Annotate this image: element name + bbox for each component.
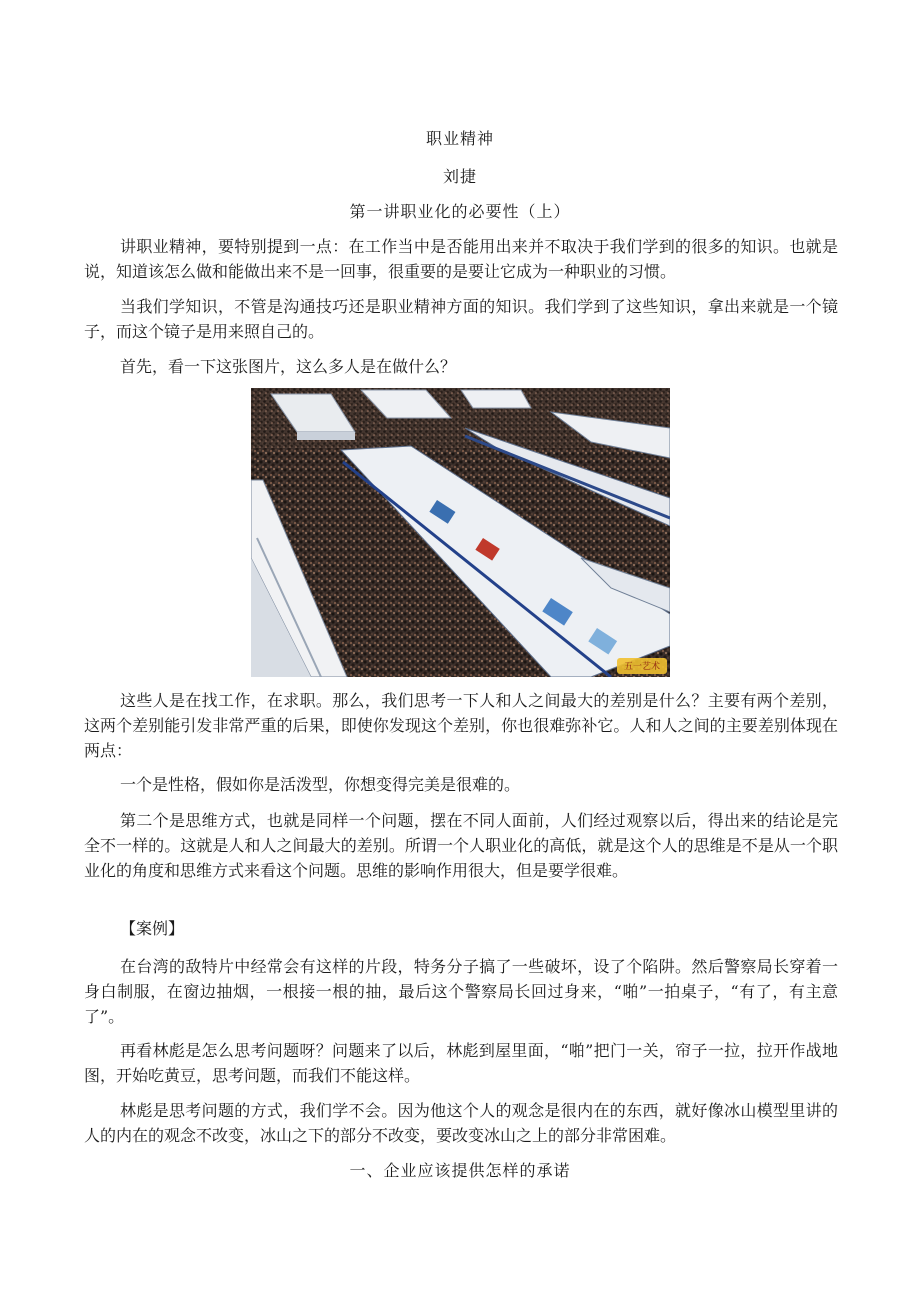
paragraph: 这些人是在找工作，在求职。那么，我们思考一下人和人之间最大的差别是什么？主要有两个差别，这两个差别能引发非常严重的后果，即使你发现这个差别，你也很难弥补它。人和人之间的主要差别体现在两点：: [84, 691, 838, 760]
paragraph: 首先，看一下这张图片，这么多人是在做什么？: [120, 357, 457, 376]
paragraph: 一个是性格，假如你是活泼型，你想变得完美是很难的。: [120, 775, 521, 794]
paragraph: 林彪是思考问题的方式，我们学不会。因为他这个人的观念是很内在的东西，就好像冰山模型里讲的人的内在的观念不改变，冰山之下的部分不改变，要改变冰山之上的部分非常困难。: [84, 1101, 838, 1145]
paragraph: 讲职业精神，要特别提到一点：在工作当中是否能用出来并不取决于我们学到的很多的知识。也就是说，知道该怎么做和能做出来不是一回事，很重要的是要让它成为一种职业的习惯。: [84, 237, 838, 281]
photo-stamp: 五一艺术: [623, 662, 660, 672]
document-author: 刘捷: [442, 167, 477, 186]
document-title: 职业精神: [425, 129, 494, 148]
paragraph: 在台湾的敌特片中经常会有这样的片段，特务分子搞了一些破坏，设了个陷阱。然后警察局长穿着一身白制服，在窗边抽烟，一根接一根的抽，最后这个警察局长回过身来，“啪”一拍桌子，“有了，有主意了”。: [84, 957, 838, 1026]
paragraph: 当我们学知识，不管是沟通技巧还是职业精神方面的知识。我们学到了这些知识，拿出来就是一个镜子，而这个镜子是用来照自己的。: [84, 297, 838, 341]
paragraph: 第二个是思维方式，也就是同样一个问题，摆在不同人面前，人们经过观察以后，得出来的结论是完全不一样的。这就是人和人之间最大的差别。所谓一个人职业化的高低，就是这个人的思维是不是从一个职业化的角度和思维方式来看这个问题。思维的影响作用很大，但是要学很难。: [84, 811, 838, 880]
lecture-title: 第一讲职业化的必要性（上）: [349, 202, 571, 221]
paragraph: 再看林彪是怎么思考问题呀？问题来了以后，林彪到屋里面，“啪”把门一关，帘子一拉，拉开作战地图，开始吃黄豆，思考问题，而我们不能这样。: [84, 1041, 838, 1085]
section-heading: 一、企业应该提供怎样的承诺: [349, 1161, 571, 1180]
case-label: 【案例】: [120, 919, 185, 938]
job-fair-photo: [251, 388, 670, 677]
